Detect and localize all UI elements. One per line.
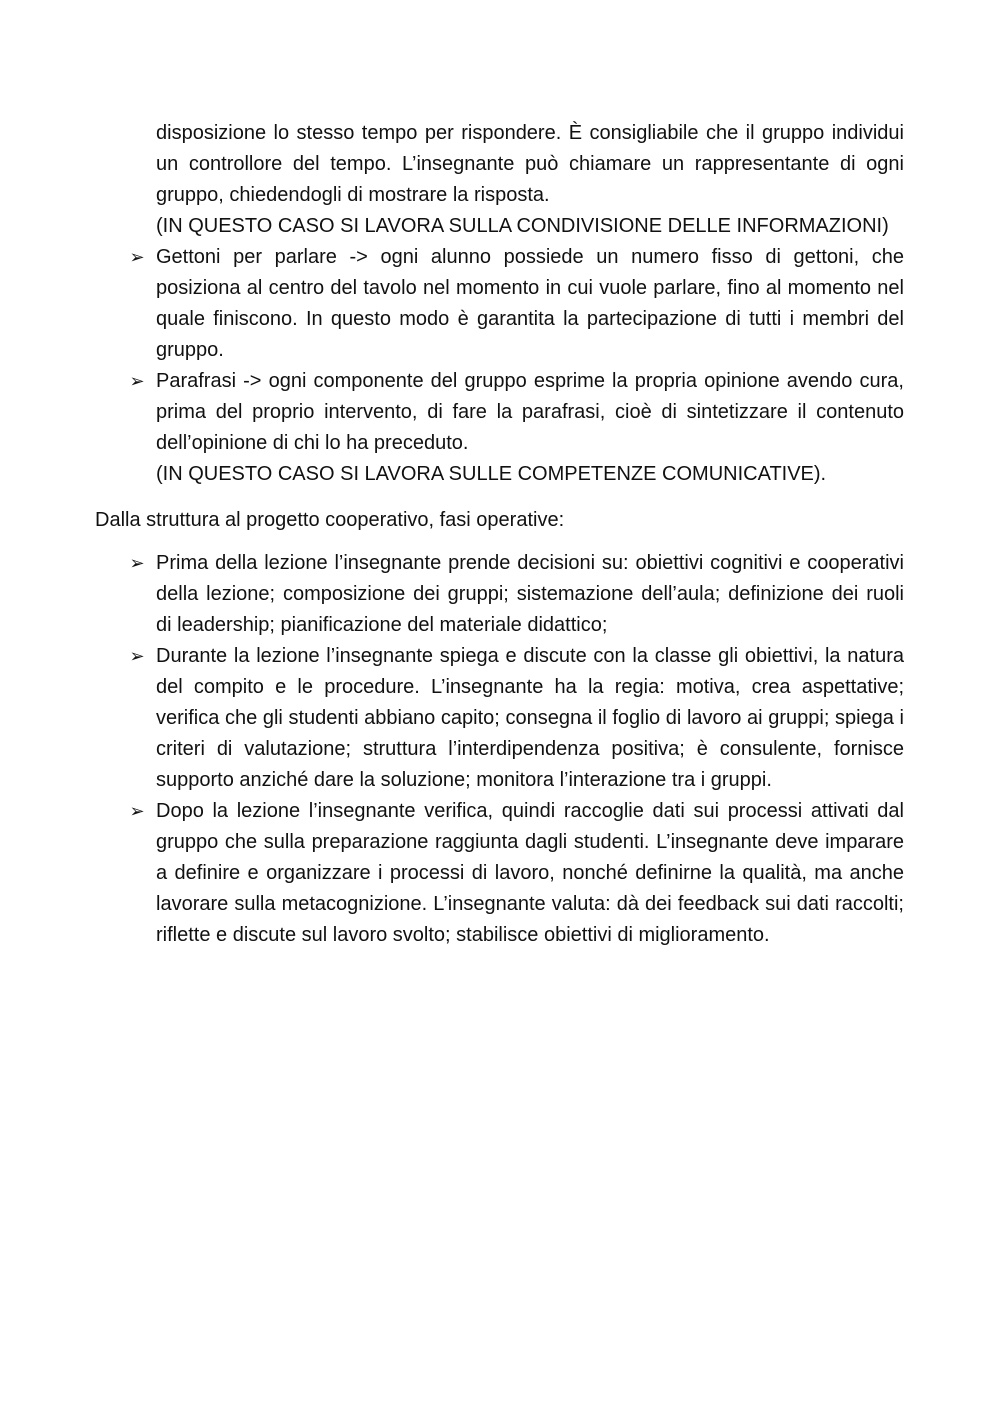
paragraph-text: disposizione lo stesso tempo per rispondere. È consigliabile che il gruppo individui un controllore del tempo. L’insegnante può chiamare un rappresentante di ogni gruppo, chiedendogli di mostrare la risposta. [156,122,904,206]
list-item-text: Prima della lezione l’insegnante prende decisioni su: obiettivi cognitivi e cooperativi della lezione; composizione dei gruppi; sistemazione dell’aula; definizione dei ruoli di leadership; pianificazione del materiale didattico; [156,552,904,636]
list-item-text: Dopo la lezione l’insegnante verifica, quindi raccoglie dati sui processi attivati dal gruppo che sulla preparazione raggiunta dagli studenti. L’insegnante deve imparare a definire e organizzare i processi di lavoro, nonché definirne la qualità, ma anche lavorare sulla metacognizione. L’insegnante valuta: dà dei feedback sui dati raccolti; riflette e discute sul lavoro svolto; stabilisce obiettivi di miglioramento. [156,800,904,946]
section-heading: Dalla struttura al progetto cooperativo, fasi operative: [95,509,565,531]
note-text: (IN QUESTO CASO SI LAVORA SULLA CONDIVISIONE DELLE INFORMAZIONI) [156,215,889,237]
arrow-bullet-icon: ➢ [129,801,145,821]
bullet-list-2 [129,548,904,951]
arrow-bullet-icon: ➢ [129,371,145,391]
note-text: (IN QUESTO CASO SI LAVORA SULLE COMPETENZE COMUNICATIVE). [156,463,827,485]
arrow-bullet-icon: ➢ [129,553,145,573]
arrow-bullet-icon: ➢ [129,247,145,267]
list-item [129,548,904,641]
list-item [129,366,904,490]
list-item [129,796,904,951]
list-item-text: Parafrasi -> ogni componente del gruppo esprime la propria opinione avendo cura, prima del proprio intervento, di fare la parafrasi, cioè di sintetizzare il contenuto dell’opinione di chi lo ha preceduto. [156,370,904,454]
list-item [129,641,904,796]
continued-item [156,118,904,242]
bullet-list-1 [129,242,904,490]
list-item-text: Durante la lezione l’insegnante spiega e discute con la classe gli obiettivi, la natura del compito e le procedure. L’insegnante ha la regia: motiva, crea aspettative; verifica che gli studenti abbiano capito; consegna il foglio di lavoro ai gruppi; spiega i criteri di valutazione; struttura l’interdipendenza positiva; è consulente, fornisce supporto anziché dare la soluzione; monitora l’interazione tra i gruppi. [156,645,904,791]
arrow-bullet-icon: ➢ [129,646,145,666]
list-item [129,242,904,366]
list-item-text: Gettoni per parlare -> ogni alunno possiede un numero fisso di gettoni, che posiziona al centro del tavolo nel momento in cui vuole parlare, fino al momento nel quale finiscono. In questo modo è garantita la partecipazione di tutti i membri del gruppo. [156,246,904,361]
